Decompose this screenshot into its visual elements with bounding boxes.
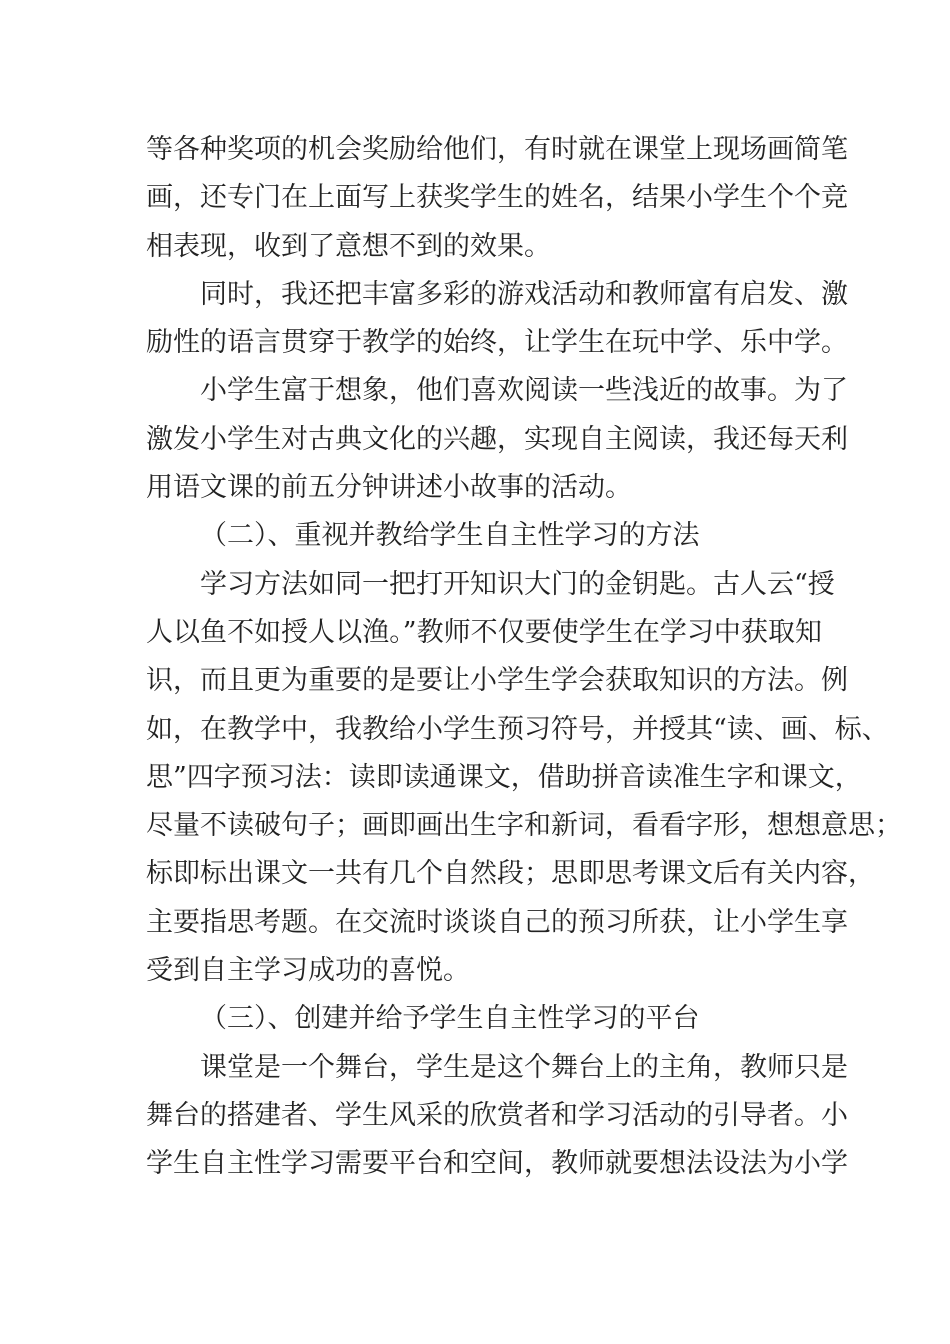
text-line-1: 等各种奖项的机会奖励给他们，有时就在课堂上现场画简笔 xyxy=(146,134,848,165)
text-line-7: 激发小学生对古典文化的兴趣，实现自主阅读，我还每天利 xyxy=(146,423,848,455)
text-line-16: 标即标出课文一共有几个自然段；思即思考课文后有关内容， xyxy=(146,858,875,890)
section-heading-2: （二）、重视并教给学生自主性学习的方法 xyxy=(200,520,700,552)
text-line-5: 励性的语言贯穿于教学的始终，让学生在玩中学、乐中学。 xyxy=(146,327,848,359)
text-line-10: 学习方法如同一把打开知识大门的金钥匙。古人云“授 xyxy=(200,568,835,600)
text-line-22: 学生自主性学习需要平台和空间，教师就要想法设法为小学 xyxy=(146,1148,848,1180)
text-line-6: 小学生富于想象，他们喜欢阅读一些浅近的故事。为了 xyxy=(200,375,848,407)
text-line-2: 画，还专门在上面写上获奖学生的姓名，结果小学生个个竞 xyxy=(146,182,848,214)
body-text xyxy=(146,126,902,1189)
text-line-20: 课堂是一个舞台，学生是这个舞台上的主角，教师只是 xyxy=(200,1051,848,1083)
text-line-11: 人以鱼不如授人以渔。”教师不仅要使学生在学习中获取知 xyxy=(146,616,822,648)
text-line-17: 主要指思考题。在交流时谈谈自己的预习所获，让小学生享 xyxy=(146,906,848,938)
section-heading-3: （三）、创建并给予学生自主性学习的平台 xyxy=(200,1003,700,1035)
text-line-18: 受到自主学习成功的喜悦。 xyxy=(146,955,470,987)
text-line-8: 用语文课的前五分钟讲述小故事的活动。 xyxy=(146,472,632,504)
text-line-13: 如，在教学中，我教给小学生预习符号，并授其“读、画、标、 xyxy=(146,713,889,745)
text-line-21: 舞台的搭建者、学生风采的欣赏者和学习活动的引导者。小 xyxy=(146,1099,848,1131)
text-line-12: 识，而且更为重要的是要让小学生学会获取知识的方法。例 xyxy=(146,665,848,697)
text-line-14: 思”四字预习法：读即读通课文，借助拼音读准生字和课文， xyxy=(146,761,862,793)
text-line-3: 相表现，收到了意想不到的效果。 xyxy=(146,230,551,262)
text-line-4: 同时，我还把丰富多彩的游戏活动和教师富有启发、激 xyxy=(200,278,848,310)
text-line-15: 尽量不读破句子；画即画出生字和新词，看看字形，想想意思； xyxy=(146,810,902,842)
